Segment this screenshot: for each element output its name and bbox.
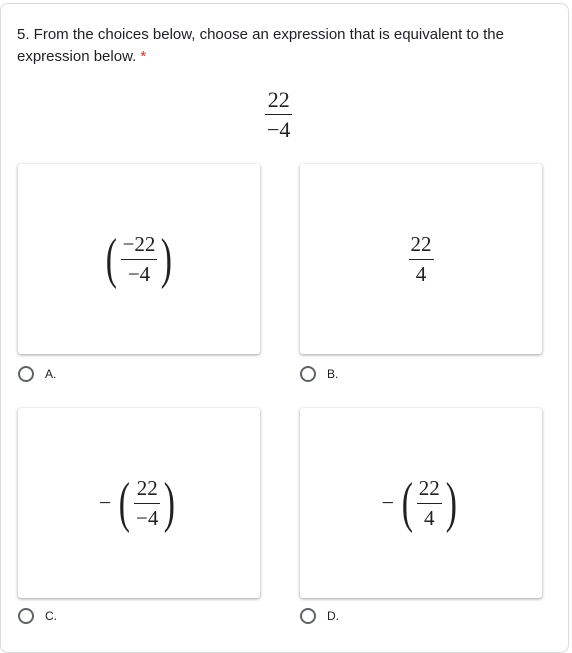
choice-b-label: B. <box>327 367 339 381</box>
choice-c-fraction <box>134 477 160 528</box>
question-text <box>17 24 537 68</box>
choice-c-option[interactable] <box>18 608 57 624</box>
left-paren: ( <box>401 472 413 534</box>
required-asterisk: * <box>140 48 147 65</box>
choice-a-label: A. <box>45 367 57 381</box>
fraction-bar <box>121 259 158 260</box>
fraction-denominator: 4 <box>415 261 427 286</box>
choice-c-image[interactable] <box>18 408 260 598</box>
question-expression <box>265 88 292 141</box>
choice-b-fraction <box>409 233 434 284</box>
left-paren: ( <box>119 472 131 534</box>
choice-b-image[interactable] <box>300 164 542 354</box>
radio-button-icon[interactable] <box>300 366 316 382</box>
fraction-numerator: 22 <box>418 476 440 501</box>
fraction-bar <box>265 114 292 115</box>
fraction-denominator: −4 <box>267 117 291 143</box>
right-paren: ) <box>164 472 176 534</box>
fraction-bar <box>409 259 434 260</box>
choice-b-expression <box>409 233 434 284</box>
fraction-numerator: 22 <box>136 476 158 501</box>
fraction-denominator: −4 <box>136 505 159 530</box>
choice-d-expression <box>381 472 461 534</box>
choice-a-fraction <box>121 233 158 284</box>
fraction-numerator: −22 <box>122 232 156 257</box>
choice-b-option[interactable] <box>300 366 338 382</box>
radio-button-icon[interactable] <box>300 608 316 624</box>
choice-a-image[interactable] <box>18 164 260 354</box>
fraction-bar <box>134 503 160 504</box>
choice-a-expression <box>102 228 176 290</box>
right-paren: ) <box>161 228 173 290</box>
negative-sign: − <box>98 490 112 515</box>
choice-c-expression <box>98 472 179 534</box>
fraction-bar <box>417 503 442 504</box>
choice-d-fraction <box>417 477 442 528</box>
choice-a-option[interactable] <box>18 366 56 382</box>
choice-d-label: D. <box>327 609 339 623</box>
fraction-numerator: 22 <box>267 87 290 112</box>
question-prompt: 5. From the choices below, choose an expression that is equivalent to the expression below. <box>17 26 504 65</box>
choice-d-image[interactable] <box>300 408 542 598</box>
radio-button-icon[interactable] <box>18 366 34 382</box>
choice-c-label: C. <box>45 609 57 623</box>
radio-button-icon[interactable] <box>18 608 34 624</box>
question-fraction <box>265 88 292 141</box>
choice-d-option[interactable] <box>300 608 339 624</box>
fraction-denominator: 4 <box>423 505 435 530</box>
negative-sign: − <box>381 490 395 515</box>
fraction-numerator: 22 <box>410 232 432 257</box>
right-paren: ) <box>445 472 457 534</box>
left-paren: ( <box>105 228 117 290</box>
fraction-denominator: −4 <box>127 261 151 286</box>
